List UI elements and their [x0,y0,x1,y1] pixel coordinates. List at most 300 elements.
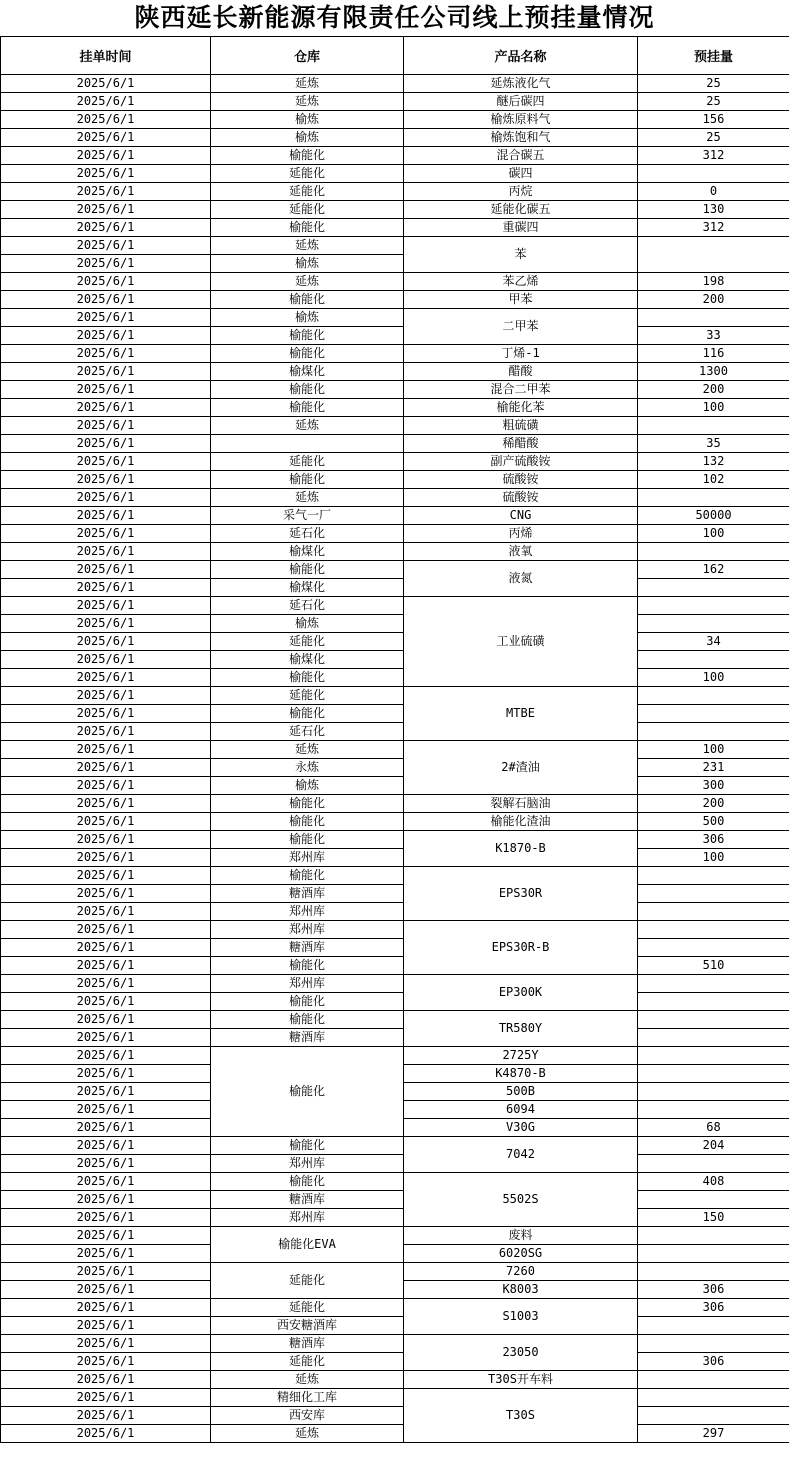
cell-warehouse [211,435,404,453]
table-row [1,543,789,561]
table-row [1,417,789,435]
table-row [1,723,789,741]
cell-date: 2025/6/1 [1,759,211,777]
cell-date: 2025/6/1 [1,129,211,147]
cell-date: 2025/6/1 [1,525,211,543]
cell-date: 2025/6/1 [1,75,211,93]
cell-warehouse: 榆炼 [211,777,404,795]
cell-product: 6094 [404,1101,638,1119]
cell-warehouse: 郑州库 [211,1155,404,1173]
table-row [1,759,789,777]
table-row [1,813,789,831]
cell-quantity: 25 [638,129,789,147]
cell-product: 粗硫磺 [404,417,638,435]
cell-warehouse: 榆能化 [211,669,404,687]
cell-date: 2025/6/1 [1,543,211,561]
cell-date: 2025/6/1 [1,723,211,741]
cell-product: K4870-B [404,1065,638,1083]
cell-date: 2025/6/1 [1,651,211,669]
cell-warehouse: 榆能化 [211,705,404,723]
cell-product: 二甲苯 [404,309,638,345]
table-row [1,1011,789,1029]
cell-date: 2025/6/1 [1,561,211,579]
cell-warehouse: 采气一厂 [211,507,404,525]
cell-quantity [638,885,789,903]
cell-product: S1003 [404,1299,638,1335]
cell-date: 2025/6/1 [1,489,211,507]
cell-product: CNG [404,507,638,525]
cell-warehouse: 榆煤化 [211,543,404,561]
cell-product: 2#渣油 [404,741,638,795]
cell-product: 榆炼饱和气 [404,129,638,147]
cell-quantity: 297 [638,1425,789,1443]
table-row [1,1425,789,1443]
cell-warehouse: 榆能化 [211,291,404,309]
table-row [1,525,789,543]
cell-quantity [638,489,789,507]
cell-date: 2025/6/1 [1,291,211,309]
cell-date: 2025/6/1 [1,399,211,417]
cell-warehouse: 延能化 [211,687,404,705]
cell-quantity: 68 [638,1119,789,1137]
cell-date: 2025/6/1 [1,1191,211,1209]
cell-date: 2025/6/1 [1,831,211,849]
cell-date: 2025/6/1 [1,1047,211,1065]
cell-quantity [638,1245,789,1263]
cell-quantity: 200 [638,381,789,399]
table-row [1,165,789,183]
cell-warehouse: 精细化工库 [211,1389,404,1407]
table-row [1,975,789,993]
cell-date: 2025/6/1 [1,1245,211,1263]
cell-quantity [638,1407,789,1425]
header-warehouse: 仓库 [211,37,404,75]
cell-date: 2025/6/1 [1,1155,211,1173]
table-row [1,579,789,597]
cell-quantity [638,975,789,993]
cell-quantity: 100 [638,525,789,543]
cell-date: 2025/6/1 [1,903,211,921]
cell-warehouse: 延石化 [211,723,404,741]
cell-warehouse: 榆炼 [211,309,404,327]
cell-quantity [638,705,789,723]
table-row [1,993,789,1011]
cell-product: 碳四 [404,165,638,183]
cell-quantity [638,1065,789,1083]
table-row [1,453,789,471]
cell-product: 500B [404,1083,638,1101]
cell-date: 2025/6/1 [1,147,211,165]
cell-product: 液氧 [404,543,638,561]
table-row [1,1191,789,1209]
cell-quantity: 156 [638,111,789,129]
cell-warehouse: 郑州库 [211,975,404,993]
table-row [1,345,789,363]
cell-quantity: 100 [638,849,789,867]
table-row [1,93,789,111]
cell-warehouse: 榆能化 [211,1011,404,1029]
cell-quantity: 231 [638,759,789,777]
cell-date: 2025/6/1 [1,1299,211,1317]
cell-warehouse: 郑州库 [211,921,404,939]
cell-warehouse: 延炼 [211,417,404,435]
cell-product: 副产硫酸铵 [404,453,638,471]
cell-quantity: 116 [638,345,789,363]
table-row [1,75,789,93]
cell-quantity: 204 [638,1137,789,1155]
cell-warehouse: 糖酒库 [211,1029,404,1047]
cell-date: 2025/6/1 [1,939,211,957]
cell-warehouse: 榆能化 [211,1047,404,1137]
cell-quantity: 130 [638,201,789,219]
table-row [1,705,789,723]
cell-warehouse: 郑州库 [211,903,404,921]
cell-quantity: 306 [638,1281,789,1299]
cell-warehouse: 榆能化 [211,345,404,363]
cell-quantity: 34 [638,633,789,651]
cell-warehouse: 延石化 [211,525,404,543]
cell-warehouse: 榆能化 [211,993,404,1011]
cell-date: 2025/6/1 [1,1281,211,1299]
cell-date: 2025/6/1 [1,975,211,993]
cell-warehouse: 西安糖酒库 [211,1317,404,1335]
cell-product: 23050 [404,1335,638,1371]
cell-warehouse: 西安库 [211,1407,404,1425]
cell-warehouse: 榆炼 [211,111,404,129]
table-row [1,1155,789,1173]
cell-product: 废料 [404,1227,638,1245]
table-row [1,687,789,705]
cell-date: 2025/6/1 [1,1083,211,1101]
table-row [1,147,789,165]
cell-product: K8003 [404,1281,638,1299]
cell-warehouse: 榆煤化 [211,651,404,669]
table-row [1,795,789,813]
cell-product: 榆炼原料气 [404,111,638,129]
table-row [1,597,789,615]
cell-quantity [638,903,789,921]
cell-quantity [638,723,789,741]
cell-product: MTBE [404,687,638,741]
cell-date: 2025/6/1 [1,237,211,255]
cell-date: 2025/6/1 [1,1389,211,1407]
cell-quantity: 102 [638,471,789,489]
cell-quantity: 100 [638,741,789,759]
cell-quantity: 510 [638,957,789,975]
header-quantity: 预挂量 [638,37,789,75]
cell-warehouse: 榆炼 [211,255,404,273]
cell-quantity [638,579,789,597]
cell-product: 苯乙烯 [404,273,638,291]
cell-quantity: 408 [638,1173,789,1191]
cell-quantity [638,1317,789,1335]
table-row [1,273,789,291]
cell-date: 2025/6/1 [1,687,211,705]
cell-quantity [638,237,789,273]
cell-product: 混合二甲苯 [404,381,638,399]
cell-date: 2025/6/1 [1,1425,211,1443]
cell-quantity [638,921,789,939]
table-row [1,1209,789,1227]
cell-quantity [638,687,789,705]
cell-quantity: 50000 [638,507,789,525]
cell-product: 硫酸铵 [404,489,638,507]
cell-warehouse: 榆炼 [211,615,404,633]
cell-quantity: 306 [638,831,789,849]
cell-warehouse: 榆能化 [211,1173,404,1191]
cell-quantity [638,1335,789,1353]
cell-date: 2025/6/1 [1,1209,211,1227]
cell-quantity [638,597,789,615]
cell-date: 2025/6/1 [1,381,211,399]
cell-warehouse: 延炼 [211,741,404,759]
cell-date: 2025/6/1 [1,417,211,435]
cell-warehouse: 糖酒库 [211,885,404,903]
cell-date: 2025/6/1 [1,705,211,723]
table-row [1,1389,789,1407]
header-row [1,37,789,75]
cell-quantity [638,939,789,957]
table-row [1,669,789,687]
cell-date: 2025/6/1 [1,993,211,1011]
cell-quantity [638,1389,789,1407]
cell-product: 7042 [404,1137,638,1173]
cell-warehouse: 榆能化 [211,957,404,975]
cell-quantity: 35 [638,435,789,453]
cell-warehouse: 糖酒库 [211,1191,404,1209]
cell-warehouse: 延能化 [211,165,404,183]
cell-quantity: 500 [638,813,789,831]
cell-warehouse: 延能化 [211,453,404,471]
cell-warehouse: 延能化 [211,201,404,219]
cell-product: 丙烷 [404,183,638,201]
table-row [1,1263,789,1281]
table-row [1,615,789,633]
cell-warehouse: 延炼 [211,237,404,255]
cell-date: 2025/6/1 [1,813,211,831]
cell-date: 2025/6/1 [1,615,211,633]
table-row [1,957,789,975]
cell-date: 2025/6/1 [1,273,211,291]
cell-product: 醚后碳四 [404,93,638,111]
cell-date: 2025/6/1 [1,1173,211,1191]
cell-date: 2025/6/1 [1,345,211,363]
table-row [1,489,789,507]
table-row [1,777,789,795]
cell-product: 重碳四 [404,219,638,237]
cell-warehouse: 榆煤化 [211,579,404,597]
cell-quantity: 132 [638,453,789,471]
cell-warehouse: 郑州库 [211,849,404,867]
table-row [1,1371,789,1389]
cell-date: 2025/6/1 [1,1263,211,1281]
cell-quantity [638,309,789,327]
cell-date: 2025/6/1 [1,597,211,615]
cell-date: 2025/6/1 [1,669,211,687]
cell-date: 2025/6/1 [1,1029,211,1047]
cell-warehouse: 延炼 [211,489,404,507]
cell-warehouse: 榆能化 [211,795,404,813]
cell-product: EPS30R [404,867,638,921]
cell-quantity [638,1083,789,1101]
listing-table [0,36,789,1443]
cell-warehouse: 延能化 [211,1299,404,1317]
report-title: 陕西延长新能源有限责任公司线上预挂量情况 [134,3,655,32]
cell-date: 2025/6/1 [1,1407,211,1425]
table-row [1,183,789,201]
cell-date: 2025/6/1 [1,507,211,525]
table-row [1,309,789,327]
cell-quantity [638,1371,789,1389]
cell-date: 2025/6/1 [1,1335,211,1353]
cell-warehouse: 榆能化 [211,219,404,237]
cell-product: 液氮 [404,561,638,597]
cell-quantity: 306 [638,1353,789,1371]
table-row [1,111,789,129]
cell-warehouse: 延能化 [211,1353,404,1371]
cell-quantity [638,615,789,633]
cell-quantity: 312 [638,219,789,237]
cell-warehouse: 榆能化 [211,327,404,345]
cell-date: 2025/6/1 [1,255,211,273]
cell-quantity: 0 [638,183,789,201]
table-row [1,651,789,669]
table-row [1,363,789,381]
table-row [1,831,789,849]
table-row [1,885,789,903]
cell-quantity [638,1101,789,1119]
table-row [1,1353,789,1371]
cell-product: EP300K [404,975,638,1011]
table-row [1,1173,789,1191]
cell-quantity [638,1227,789,1245]
table-row [1,291,789,309]
cell-product: K1870-B [404,831,638,867]
cell-quantity: 198 [638,273,789,291]
cell-product: TR580Y [404,1011,638,1047]
cell-date: 2025/6/1 [1,579,211,597]
cell-quantity: 25 [638,75,789,93]
cell-date: 2025/6/1 [1,1011,211,1029]
cell-quantity [638,417,789,435]
cell-warehouse: 榆能化 [211,831,404,849]
table-row [1,435,789,453]
table-row [1,1407,789,1425]
cell-product: EPS30R-B [404,921,638,975]
cell-date: 2025/6/1 [1,795,211,813]
table-row [1,201,789,219]
cell-date: 2025/6/1 [1,183,211,201]
cell-quantity: 33 [638,327,789,345]
table-row [1,1317,789,1335]
cell-quantity: 200 [638,291,789,309]
cell-quantity [638,1155,789,1173]
cell-date: 2025/6/1 [1,867,211,885]
table-row [1,471,789,489]
table-row [1,1029,789,1047]
cell-warehouse: 糖酒库 [211,1335,404,1353]
cell-quantity [638,1047,789,1065]
cell-date: 2025/6/1 [1,309,211,327]
cell-product: 2725Y [404,1047,638,1065]
cell-product: V30G [404,1119,638,1137]
cell-product: 稀醋酸 [404,435,638,453]
cell-date: 2025/6/1 [1,201,211,219]
cell-warehouse: 延能化 [211,1263,404,1299]
table-row [1,399,789,417]
cell-warehouse: 榆能化 [211,381,404,399]
cell-date: 2025/6/1 [1,1227,211,1245]
cell-warehouse: 榆能化 [211,471,404,489]
cell-warehouse: 郑州库 [211,1209,404,1227]
cell-warehouse: 延炼 [211,1425,404,1443]
cell-quantity: 300 [638,777,789,795]
cell-product: 丁烯-1 [404,345,638,363]
cell-product: 7260 [404,1263,638,1281]
cell-product: 甲苯 [404,291,638,309]
cell-date: 2025/6/1 [1,219,211,237]
cell-warehouse: 延炼 [211,1371,404,1389]
cell-warehouse: 榆能化 [211,813,404,831]
cell-quantity: 100 [638,399,789,417]
table-row [1,741,789,759]
cell-date: 2025/6/1 [1,165,211,183]
table-row [1,1299,789,1317]
cell-warehouse: 延能化 [211,183,404,201]
cell-product: 醋酸 [404,363,638,381]
cell-product: 榆能化苯 [404,399,638,417]
table-row [1,633,789,651]
cell-quantity [638,165,789,183]
table-row [1,903,789,921]
cell-warehouse: 榆能化 [211,867,404,885]
cell-quantity [638,993,789,1011]
cell-quantity: 150 [638,1209,789,1227]
cell-date: 2025/6/1 [1,1101,211,1119]
cell-warehouse: 延石化 [211,597,404,615]
table-row [1,129,789,147]
cell-date: 2025/6/1 [1,633,211,651]
header-product: 产品名称 [404,37,638,75]
cell-date: 2025/6/1 [1,777,211,795]
cell-quantity [638,867,789,885]
cell-warehouse: 糖酒库 [211,939,404,957]
cell-date: 2025/6/1 [1,1371,211,1389]
cell-warehouse: 延炼 [211,273,404,291]
cell-date: 2025/6/1 [1,885,211,903]
cell-quantity [638,651,789,669]
cell-warehouse: 榆能化 [211,1137,404,1155]
table-row [1,381,789,399]
cell-date: 2025/6/1 [1,111,211,129]
cell-product: 延炼液化气 [404,75,638,93]
cell-warehouse: 榆能化EVA [211,1227,404,1263]
table-row [1,939,789,957]
table-body [1,75,789,1443]
cell-quantity: 306 [638,1299,789,1317]
header-date: 挂单时间 [1,37,211,75]
table-row [1,849,789,867]
cell-product: 6020SG [404,1245,638,1263]
cell-product: 工业硫磺 [404,597,638,687]
cell-date: 2025/6/1 [1,1317,211,1335]
table-row [1,237,789,255]
cell-date: 2025/6/1 [1,741,211,759]
table-row [1,867,789,885]
table-row [1,1047,789,1065]
cell-quantity: 25 [638,93,789,111]
cell-product: 苯 [404,237,638,273]
